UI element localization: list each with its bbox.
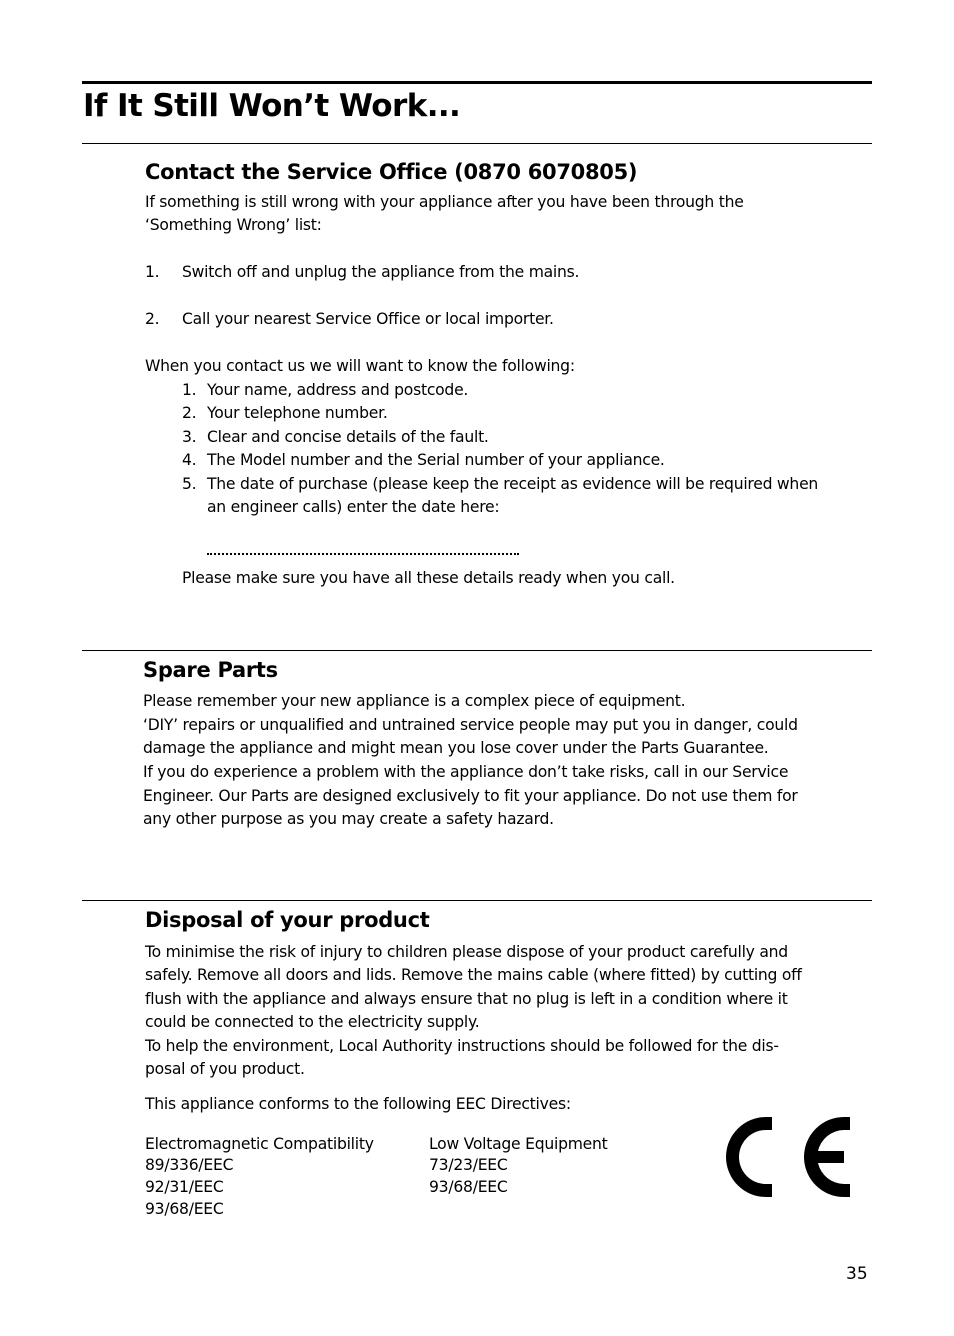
- disposal-line: To help the environment, Local Authority instructions should be followed for the dis-: [145, 1037, 779, 1055]
- spare-parts-line: any other purpose as you may create a safety hazard.: [143, 810, 554, 828]
- directives-intro: This appliance conforms to the following EEC Directives:: [145, 1095, 571, 1113]
- service-intro-line: ‘Something Wrong’ list:: [145, 216, 322, 234]
- step-number: 2.: [145, 310, 160, 328]
- detail-number: 4.: [182, 451, 197, 469]
- service-intro-line: If something is still wrong with your appliance after you have been through the: [145, 193, 744, 211]
- date-entry-line[interactable]: [207, 553, 519, 555]
- page-title: If It Still Won’t Work...: [83, 88, 461, 124]
- service-office-heading: Contact the Service Office (0870 6070805): [145, 160, 638, 184]
- spare-parts-line: If you do experience a problem with the appliance don’t take risks, call in our Service: [143, 763, 789, 781]
- detail-text: The date of purchase (please keep the receipt as evidence will be required when: [207, 475, 819, 493]
- top-rule: [82, 81, 872, 84]
- directive-item: 89/336/EEC: [145, 1156, 234, 1174]
- directive-item: 73/23/EEC: [429, 1156, 508, 1174]
- page-number: 35: [846, 1264, 868, 1284]
- disposal-line: To minimise the risk of injury to children please dispose of your product carefully and: [145, 943, 788, 961]
- section-divider: [82, 650, 872, 651]
- detail-text: The Model number and the Serial number of your appliance.: [207, 451, 665, 469]
- disposal-heading: Disposal of your product: [145, 908, 430, 932]
- spare-parts-heading: Spare Parts: [143, 658, 278, 682]
- directive-item: 93/68/EEC: [429, 1178, 508, 1196]
- spare-parts-line: Please remember your new appliance is a complex piece of equipment.: [143, 692, 686, 710]
- title-underline: [82, 143, 872, 144]
- detail-text: Your telephone number.: [207, 404, 388, 422]
- detail-number: 3.: [182, 428, 197, 446]
- ce-mark-icon: [722, 1112, 852, 1202]
- step-number: 1.: [145, 263, 160, 281]
- ready-note: Please make sure you have all these details ready when you call.: [182, 569, 675, 587]
- directive-item: 92/31/EEC: [145, 1178, 224, 1196]
- directive-title: Electromagnetic Compatibility: [145, 1135, 374, 1153]
- detail-text: an engineer calls) enter the date here:: [207, 498, 500, 516]
- spare-parts-line: damage the appliance and might mean you lose cover under the Parts Guarantee.: [143, 739, 769, 757]
- spare-parts-line: ‘DIY’ repairs or unqualified and untrained service people may put you in danger, could: [143, 716, 798, 734]
- step-text: Switch off and unplug the appliance from the mains.: [182, 263, 580, 281]
- disposal-line: could be connected to the electricity supply.: [145, 1013, 480, 1031]
- disposal-line: posal of you product.: [145, 1060, 305, 1078]
- detail-number: 5.: [182, 475, 197, 493]
- detail-text: Your name, address and postcode.: [207, 381, 469, 399]
- step-text: Call your nearest Service Office or local importer.: [182, 310, 554, 328]
- detail-number: 2.: [182, 404, 197, 422]
- directive-title: Low Voltage Equipment: [429, 1135, 608, 1153]
- spare-parts-line: Engineer. Our Parts are designed exclusively to fit your appliance. Do not use them for: [143, 787, 798, 805]
- detail-text: Clear and concise details of the fault.: [207, 428, 489, 446]
- disposal-line: safely. Remove all doors and lids. Remove the mains cable (where fitted) by cutting off: [145, 966, 802, 984]
- disposal-line: flush with the appliance and always ensure that no plug is left in a condition where it: [145, 990, 788, 1008]
- section-divider: [82, 900, 872, 901]
- know-intro: When you contact us we will want to know the following:: [145, 357, 575, 375]
- detail-number: 1.: [182, 381, 197, 399]
- directive-item: 93/68/EEC: [145, 1200, 224, 1218]
